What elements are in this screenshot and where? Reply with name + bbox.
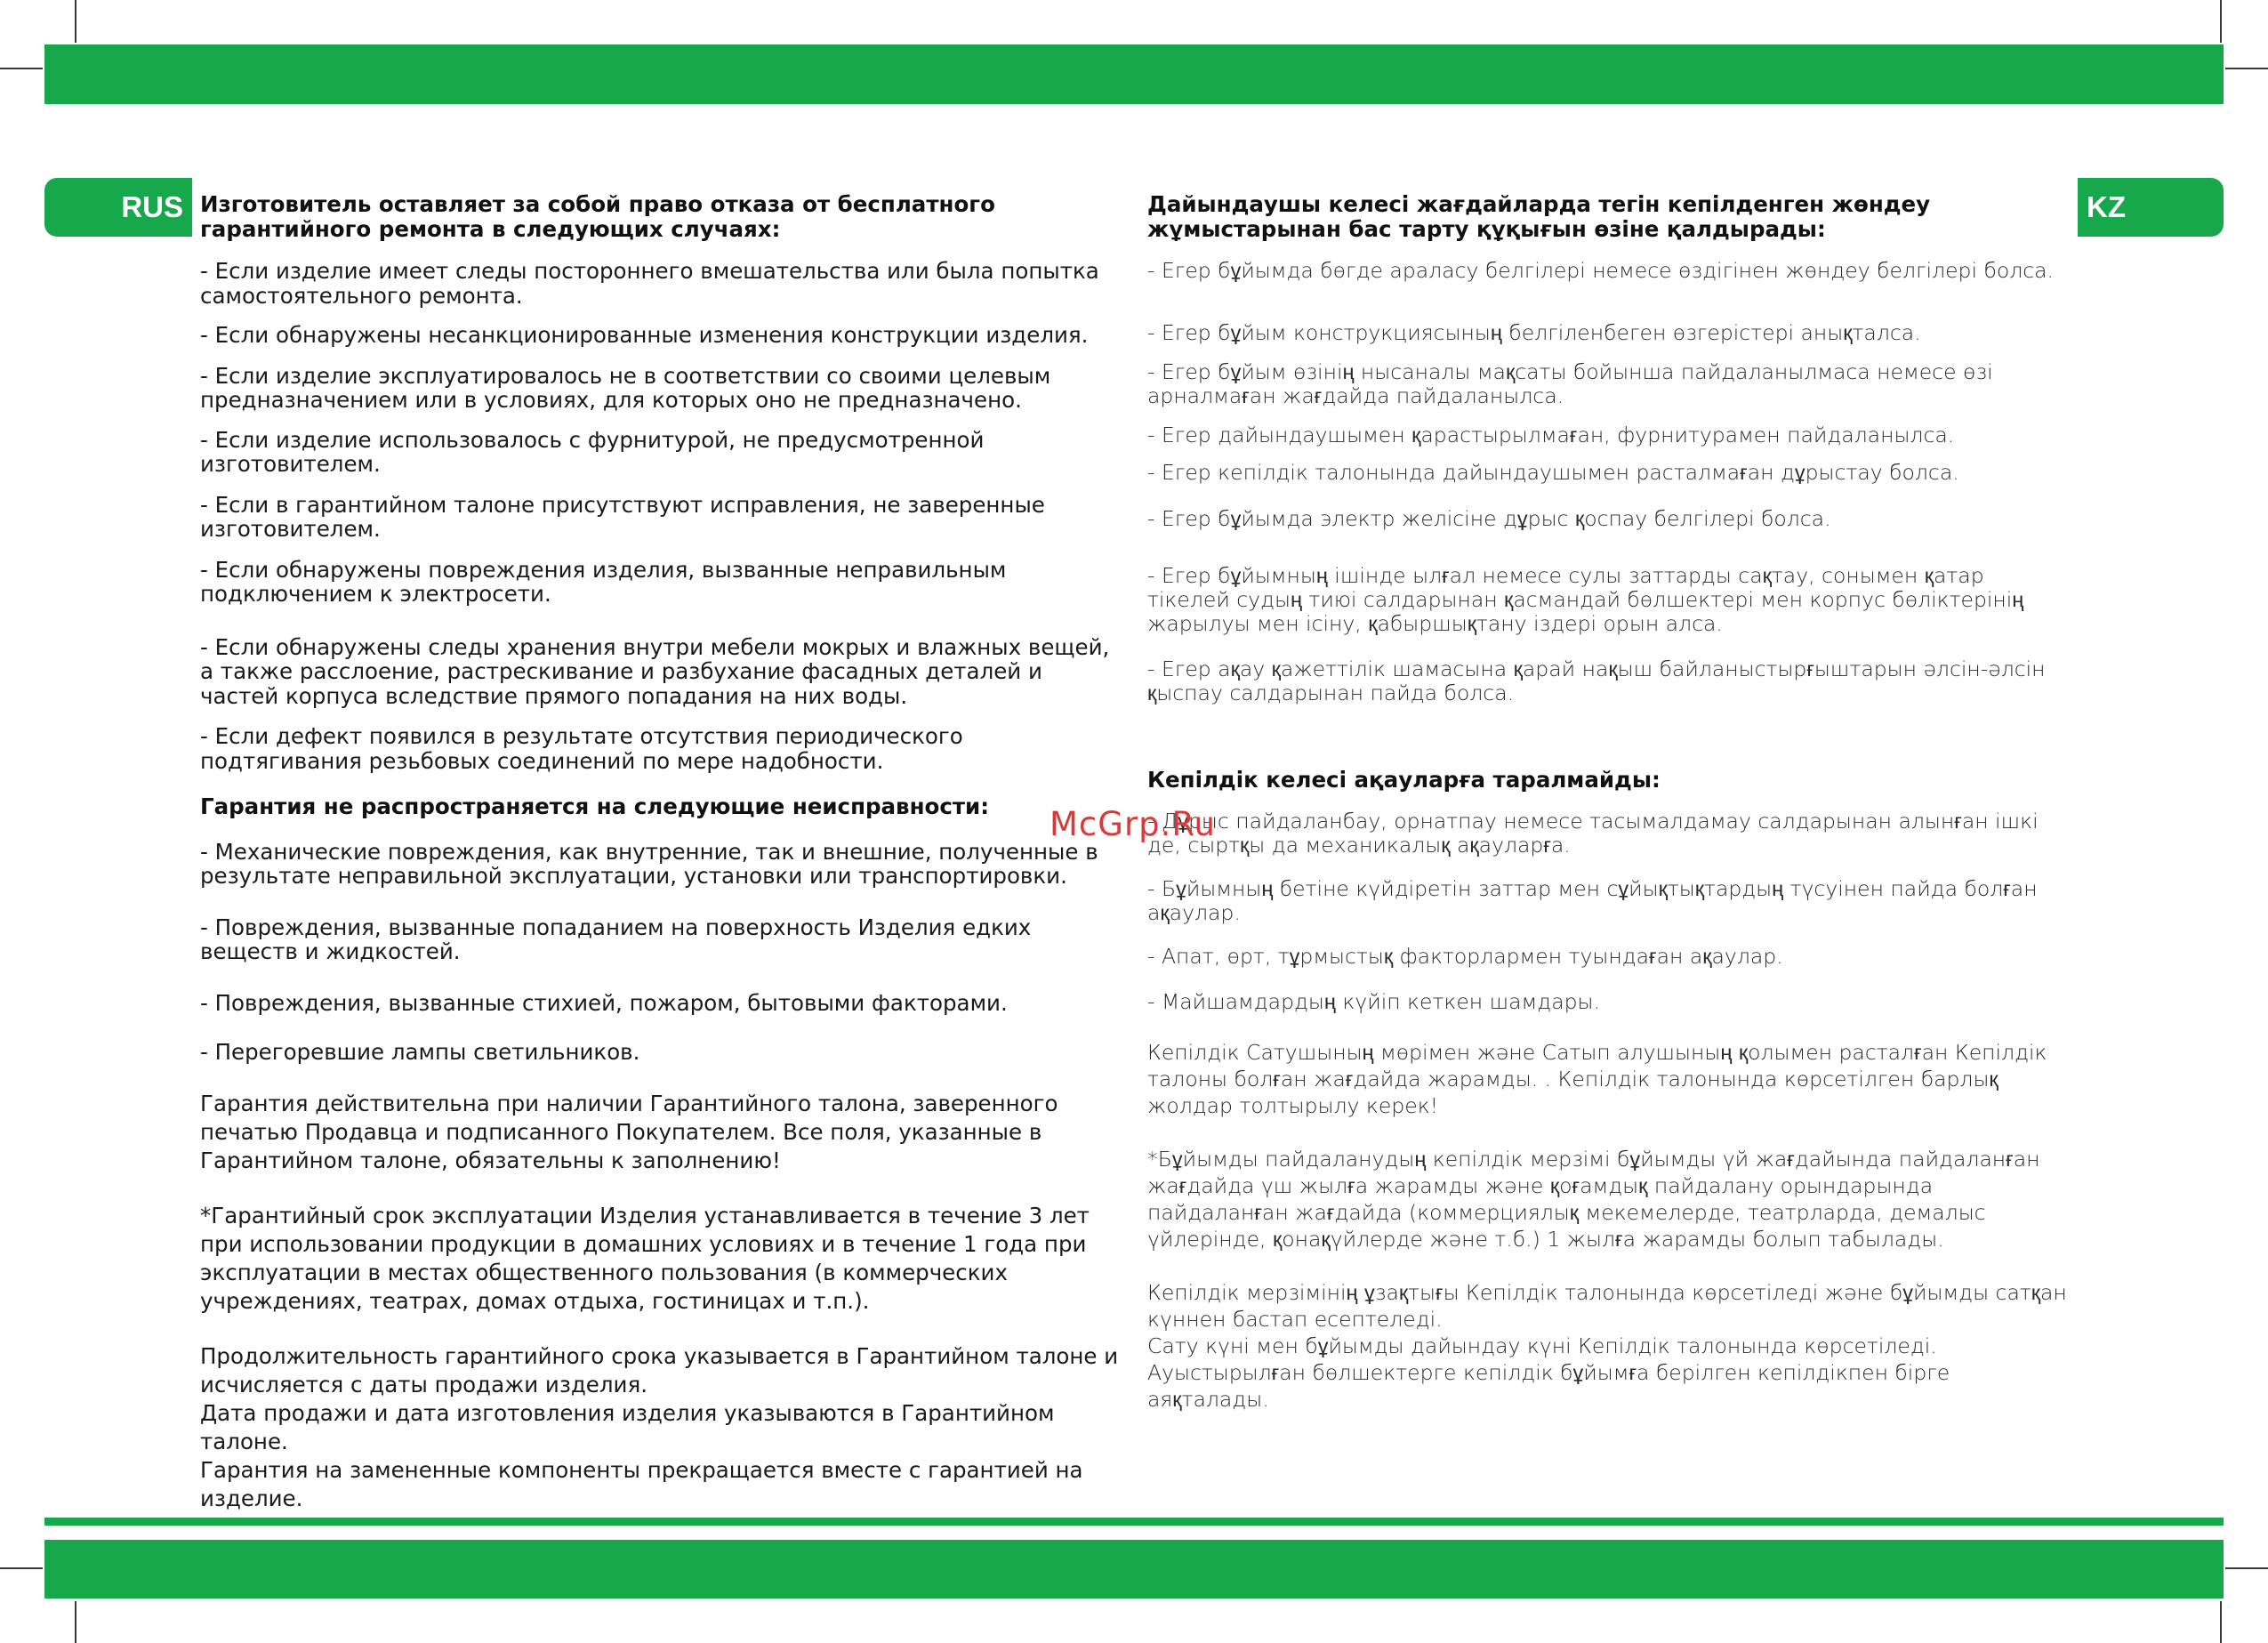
crop-mark <box>2220 1601 2222 1643</box>
kz-duration-line: Ауыстырылған бөлшектерге кепілдік бұйымға берілген кепілдікпен бірге аяқталады. <box>1147 1360 1950 1412</box>
rus-refusal-item: - Если дефект появился в результате отсутствия периодического подтягивания резьбовых соединений по мере надобности. <box>200 723 963 774</box>
kz-exclusions-heading: Кепілдік келесі ақауларға таралмайды: <box>1147 767 1661 793</box>
bottom-green-rule <box>44 1518 2224 1526</box>
rus-duration-line: Дата продажи и дата изготовления изделия указываются в Гарантийном талоне. <box>200 1399 1055 1454</box>
kz-duration-line: Сату күні мен бұйымды дайындау күні Кепілдік талонында көрсетіледі. <box>1147 1333 1937 1358</box>
rus-refusal-item: - Если в гарантийном талоне присутствуют исправления, не заверенные изготовителем. <box>200 491 1045 542</box>
rus-duration-line: Продолжительность гарантийного срока указывается в Гарантийном талоне и исчисляется с даты продажи изделия. <box>200 1342 1119 1397</box>
rus-refusal-item: - Если изделие эксплуатировалось не в соответствии со своими целевым предназначением или в условиях, для которых оно не предназначено. <box>200 362 1051 413</box>
rus-exclusion-item: - Перегоревшие лампы светильников. <box>200 1039 640 1065</box>
rus-exclusions-heading: Гарантия не распространяется на следующие неисправности: <box>200 793 990 819</box>
kz-refusal-item: - Егер бұйымда бөгде араласу белгілері немесе өздігінен жөндеу белгілері болса. <box>1147 258 2055 283</box>
language-tab-rus <box>44 178 192 237</box>
kz-refusal-heading: Дайындаушы келесі жағдайларда тегін кепілденген жөндеу жұмыстарынан бас тарту құқығын өзіне қалдырады: <box>1147 191 1931 242</box>
kz-exclusion-item: - Бұйымның бетіне күйдіретін заттар мен сұйықтықтардың түсуінен пайда болған ақаулар. <box>1147 876 2038 925</box>
kz-refusal-item: - Егер дайындаушымен қарастырылмаған, фурнитурамен пайдаланылса. <box>1147 423 1955 447</box>
rus-refusal-item: - Если изделие имеет следы постороннего вмешательства или была попытка самостоятельного ремонта. <box>200 258 1099 309</box>
language-tab-kz-label: KZ <box>2087 190 2126 223</box>
crop-mark <box>0 68 43 69</box>
top-green-band <box>44 44 2224 104</box>
language-tab-rus-label: RUS <box>121 190 183 223</box>
kz-refusal-item: - Егер кепілдік талонында дайындаушымен расталмаған дұрыстау болса. <box>1147 460 1959 485</box>
watermark-text: McGrp.Ru <box>1050 805 1216 843</box>
rus-validity-text: Гарантия действительна при наличии Гарантийного талона, заверенного печатью Продавца и подписанного Покупателем. Все поля, указанные в Гарантийном талоне, обязательны к заполнению! <box>200 1090 1058 1173</box>
rus-refusal-item: - Если обнаружены следы хранения внутри мебели мокрых и влажных вещей, а также расслоение, растрескивание и разбухание фасадных деталей и частей корпуса вследствие прямого попадания на них воды. <box>200 633 1110 709</box>
crop-mark <box>2220 0 2222 43</box>
rus-exclusion-item: - Повреждения, вызванные стихией, пожаром, бытовыми факторами. <box>200 989 1008 1016</box>
rus-refusal-item: - Если обнаружены несанкционированные изменения конструкции изделия. <box>200 322 1089 348</box>
rus-column <box>200 192 1121 1513</box>
crop-mark <box>2225 1567 2268 1569</box>
kz-duration-line: Кепілдік мерзімінің ұзақтығы Кепілдік талонында көрсетіледі және бұйымды сатқан күннен бастап есептеледі. <box>1147 1280 2067 1332</box>
rus-refusal-heading: Изготовитель оставляет за собой право отказа от бесплатного гарантийного ремонта в следующих случаях: <box>200 191 995 242</box>
rus-refusal-item: - Если обнаружены повреждения изделия, вызванные неправильным подключением к электросети. <box>200 556 1007 607</box>
rus-duration-line: Гарантия на замененные компоненты прекращается вместе с гарантией на изделие. <box>200 1456 1083 1511</box>
rus-exclusion-item: - Механические повреждения, как внутренние, так и внешние, полученные в результате неправильной эксплуатации, установки или транспортировки. <box>200 838 1098 889</box>
kz-exclusion-item: - Апат, өрт, тұрмыстық факторлармен туындаған ақаулар. <box>1147 944 1783 969</box>
kz-refusal-item: - Егер бұйымда электр желісіне дұрыс қоспау белгілері болса. <box>1147 506 1831 531</box>
kz-refusal-item: - Егер бұйымның ішінде ылғал немесе сулы заттарды сақтау, сонымен қатар тікелей судың тиюі салдарынан қасмандай бөлшектері мен корпус бөліктерінің жарылуы мен ісіну, қабыршықтану іздері орын алса. <box>1147 563 2024 636</box>
kz-refusal-item: - Егер бұйым конструкциясының белгіленбеген өзгерістері анықталса. <box>1147 320 1921 345</box>
kz-refusal-item: - Егер бұйым өзінің нысаналы мақсаты бойынша пайдаланылмаса немесе өзі арналмаған жағдайда пайдаланылса. <box>1147 359 1993 408</box>
crop-mark <box>75 1601 76 1643</box>
kz-column <box>1147 192 2072 1413</box>
crop-mark <box>0 1567 43 1569</box>
rus-term-text: *Гарантийный срок эксплуатации Изделия устанавливается в течение 3 лет при использовании продукции в домашних условиях и в течение 1 года при эксплуатации в местах общественного пользования (в коммерческих учреждениях, театрах, домах отдыха, гостиницах и т.п.). <box>200 1202 1090 1314</box>
rus-refusal-item: - Если изделие использовалось с фурнитурой, не предусмотренной изготовителем. <box>200 426 985 477</box>
rus-exclusion-item: - Повреждения, вызванные попаданием на поверхность Изделия едких веществ и жидкостей. <box>200 914 1032 964</box>
kz-exclusion-item: - Майшамдардың күйіп кеткен шамдары. <box>1147 989 1600 1014</box>
language-tab-kz <box>2078 178 2224 237</box>
crop-mark <box>2225 68 2268 69</box>
crop-mark <box>75 0 76 43</box>
kz-term-text: *Бұйымды пайдаланудың кепілдік мерзімі бұйымды үй жағдайында пайдаланған жағдайда үш жылға жарамды және қоғамдық пайдалану орындарында пайдаланған жағдайда (коммерциялық мекемелерде, театрларда, демалыс үйлерінде, қонақүйлерде және т.б.) 1 жылға жарамды болып табылады. <box>1147 1147 2040 1252</box>
kz-refusal-item: - Егер ақау қажеттілік шамасына қарай нақыш байланыстырғыштарын әлсін-әлсін қыспау салдарынан пайда болса. <box>1147 656 2046 705</box>
kz-validity-text: Кепілдік Сатушының мөрімен және Сатып алушының қолымен расталған Кепілдік талоны болған жағдайда жарамды. . Кепілдік талонында көрсетілген барлық жолдар толтырылу керек! <box>1147 1040 2047 1118</box>
bottom-green-band <box>44 1540 2224 1599</box>
kz-duration-block <box>1147 1279 2072 1413</box>
kz-exclusion-item: - Дұрыс пайдаланбау, орнатпау немесе тасымалдамау салдарынан алынған ішкі де, сыртқы да механикалық ақауларға. <box>1147 809 2039 858</box>
rus-duration-block <box>200 1342 1121 1513</box>
